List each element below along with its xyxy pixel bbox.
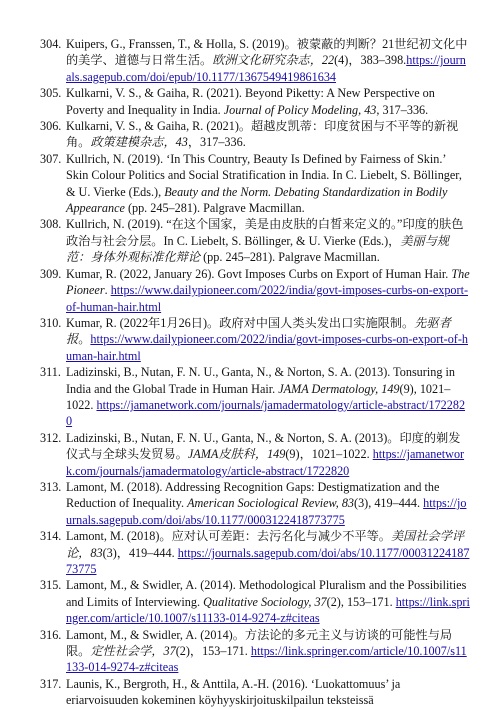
reference-main-text: Kulkarni, V. S., & Gaiha, R. (2021)。超越皮凯蒂：印度贫困与不平等的新视角。 xyxy=(66,119,459,150)
reference-text xyxy=(66,216,470,265)
reference-journal: The Pioneer xyxy=(66,266,470,298)
reference-volume-pages: (2), 153–171. xyxy=(326,594,396,609)
reference-journal: 先驱者报 xyxy=(66,315,451,347)
reference-number: 313. xyxy=(40,479,62,494)
reference-entry xyxy=(40,528,470,577)
reference-main-text: Launis, K., Bergroth, H., & Anttila, A.-H. (2016). ‘Luokattomuus’ ja eriarvoisuuden kokeminen köyhyyskirjoituskilpailun teksteissä xyxy=(66,676,401,708)
reference-entry xyxy=(40,36,470,85)
reference-volume-pages: (2)，153–171. xyxy=(175,644,251,659)
reference-journal: 欧洲文化研究杂志，22 xyxy=(212,53,335,68)
reference-publisher: (pp. 245–281). Palgrave Macmillan. xyxy=(124,201,305,216)
reference-book-title: 美丽与规范：身体外观标准化辩论 xyxy=(66,233,450,265)
reference-main-text: Lamont, M. (2018)。应对认可差距：去污名化与减少不平等。 xyxy=(66,529,391,544)
reference-journal: American Sociological Review, 83 xyxy=(187,496,355,511)
reference-publisher: (pp. 245–281). Palgrave Macmillan. xyxy=(200,250,380,265)
reference-number: 305. xyxy=(40,86,62,101)
reference-text xyxy=(66,577,470,626)
reference-volume-pages: ，317–336. xyxy=(187,135,246,150)
reference-entry xyxy=(40,364,470,430)
reference-link[interactable]: https://www.dailypioneer.com/2022/india/govt-imposes-curbs-on-export-of-human-hair.html xyxy=(66,332,469,363)
reference-number: 317. xyxy=(40,676,62,691)
reference-entry xyxy=(40,479,470,528)
reference-number: 311. xyxy=(40,365,61,380)
reference-main-text: Kullrich, N. (2019). ‘In This Country, Beauty Is Defined by Fairness of Skin.’ Skin Colour Politics and Social Stratification in India. In C. Liebelt, S. Böllinger, & U. Vierke (Eds.), xyxy=(66,151,462,199)
reference-link[interactable]: https://journals.sagepub.com/doi/abs/10.1177/0003122418773775 xyxy=(66,496,467,527)
reference-entry xyxy=(40,216,470,265)
reference-journal: Journal of Policy Modeling, 43 xyxy=(223,102,377,117)
reference-separator: . xyxy=(104,283,111,298)
reference-text xyxy=(66,676,470,709)
reference-number: 314. xyxy=(40,529,62,544)
reference-text xyxy=(66,266,470,315)
reference-entry xyxy=(40,315,470,364)
reference-entry xyxy=(40,118,470,151)
reference-entry xyxy=(40,430,470,479)
reference-text xyxy=(66,315,470,364)
reference-text xyxy=(66,528,470,577)
reference-number: 310. xyxy=(40,315,62,330)
reference-main-text: Kuipers, G., Franssen, T., & Holla, S. (2019)。被蒙蔽的判断？21世纪初文化中的美学、道德与日常生活。 xyxy=(66,37,468,68)
reference-entry xyxy=(40,151,470,217)
reference-number: 304. xyxy=(40,37,62,51)
reference-main-text: Kumar, R. (2022年1月26日)。政府对中国人类头发出口实施限制。 xyxy=(66,315,415,330)
reference-entry xyxy=(40,627,470,676)
reference-volume-pages: (9)，1021–1022. xyxy=(285,447,373,462)
reference-text xyxy=(66,36,470,85)
reference-main-text: Lamont, M. (2018). Addressing Recognition Gaps: Destigmatization and the Reduction of Inequality. xyxy=(66,479,440,511)
reference-link[interactable]: https://journals.sagepub.com/doi/epub/10.1177/1367549419861634 xyxy=(66,53,466,84)
reference-link[interactable]: https://www.dailypioneer.com/2022/india/govt-imposes-curbs-on-export-of-human-hair.html xyxy=(66,283,469,314)
reference-journal: Qualitative Sociology, 37 xyxy=(203,594,327,609)
reference-journal: JAMA皮肤科，149 xyxy=(187,447,286,462)
reference-number: 316. xyxy=(40,627,62,642)
reference-number: 308. xyxy=(40,217,62,232)
reference-entry xyxy=(40,266,470,315)
reference-text xyxy=(66,479,470,528)
reference-link[interactable]: https://link.springer.com/article/10.1007/s11133-014-9274-z#citeas xyxy=(66,594,470,626)
reference-volume-pages: (4)，383–398. xyxy=(334,53,407,68)
reference-main-text: Ladizinski, B., Nutan, F. N. U., Ganta, N., & Norton, S. A. (2013)。印度的剃发仪式与全球头发贸易。 xyxy=(66,430,461,462)
reference-main-text: Kumar, R. (2022, January 26). Govt Imposes Curbs on Export of Human Hair. xyxy=(66,266,452,281)
reference-main-text: Ladizinski, B., Nutan, F. N. U., Ganta, N., & Norton, S. A. (2013). Tonsuring in India and the Global Trade in Human Hair. xyxy=(66,365,455,396)
reference-journal: 定性社会学，37 xyxy=(90,644,176,659)
reference-entry xyxy=(40,85,470,118)
reference-separator: 。 xyxy=(78,332,91,347)
reference-journal: 政策建模杂志，43 xyxy=(90,135,188,150)
reference-text xyxy=(66,364,470,430)
reference-text xyxy=(66,430,470,479)
reference-text xyxy=(66,151,470,217)
reference-link[interactable]: https://journals.sagepub.com/doi/abs/10.1177/0003122418773775 xyxy=(66,545,470,576)
reference-main-text: Kullrich, N. (2019). “在这个国家，美是由皮肤的白皙来定义的。”印度的肤色政治与社会分层。In C. Liebelt, S. Böllinger, & U. Vierke (Eds.)， xyxy=(66,217,464,248)
reference-text xyxy=(66,118,470,151)
reference-text xyxy=(66,627,470,676)
reference-entry xyxy=(40,577,470,626)
reference-volume-pages: (3), 419–444. xyxy=(354,496,424,511)
reference-number: 312. xyxy=(40,430,62,445)
reference-volume-pages: , 317–336. xyxy=(376,102,429,117)
reference-book-title: Beauty and the Norm. Debating Standardization in Bodily Appearance xyxy=(66,184,448,216)
reference-number: 307. xyxy=(40,151,62,166)
reference-number: 306. xyxy=(40,119,62,134)
reference-volume-pages: (3)，419–444. xyxy=(102,545,178,560)
reference-volume-pages: (9), 1021–1022. xyxy=(66,381,451,412)
reference-text xyxy=(66,85,470,118)
reference-link[interactable]: https://link.springer.com/article/10.1007/s11133-014-9274-z#citeas xyxy=(66,644,467,675)
reference-main-text: Kulkarni, V. S., & Gaiha, R. (2021). Beyond Piketty: A New Perspective on Poverty and Inequality in India. xyxy=(66,86,435,117)
reference-main-text: Lamont, M., & Swidler, A. (2014)。方法论的多元主义与访谈的可能性与局限。 xyxy=(66,627,453,659)
reference-main-text: Lamont, M., & Swidler, A. (2014). Methodological Pluralism and the Possibilities and Limits of Interviewing. xyxy=(66,578,467,609)
reference-entry xyxy=(40,676,470,709)
reference-link[interactable]: https://jamanetwork.com/journals/jamadermatology/article-abstract/1722820 xyxy=(66,397,466,429)
reference-link[interactable]: https://jamanetwork.com/journals/jamadermatology/article-abstract/1722820 xyxy=(66,447,465,478)
reference-journal: JAMA Dermatology, 149 xyxy=(278,381,400,396)
reference-number: 315. xyxy=(40,578,62,593)
reference-journal: 美国社会学评论，83 xyxy=(66,529,465,560)
reference-number: 309. xyxy=(40,266,62,281)
